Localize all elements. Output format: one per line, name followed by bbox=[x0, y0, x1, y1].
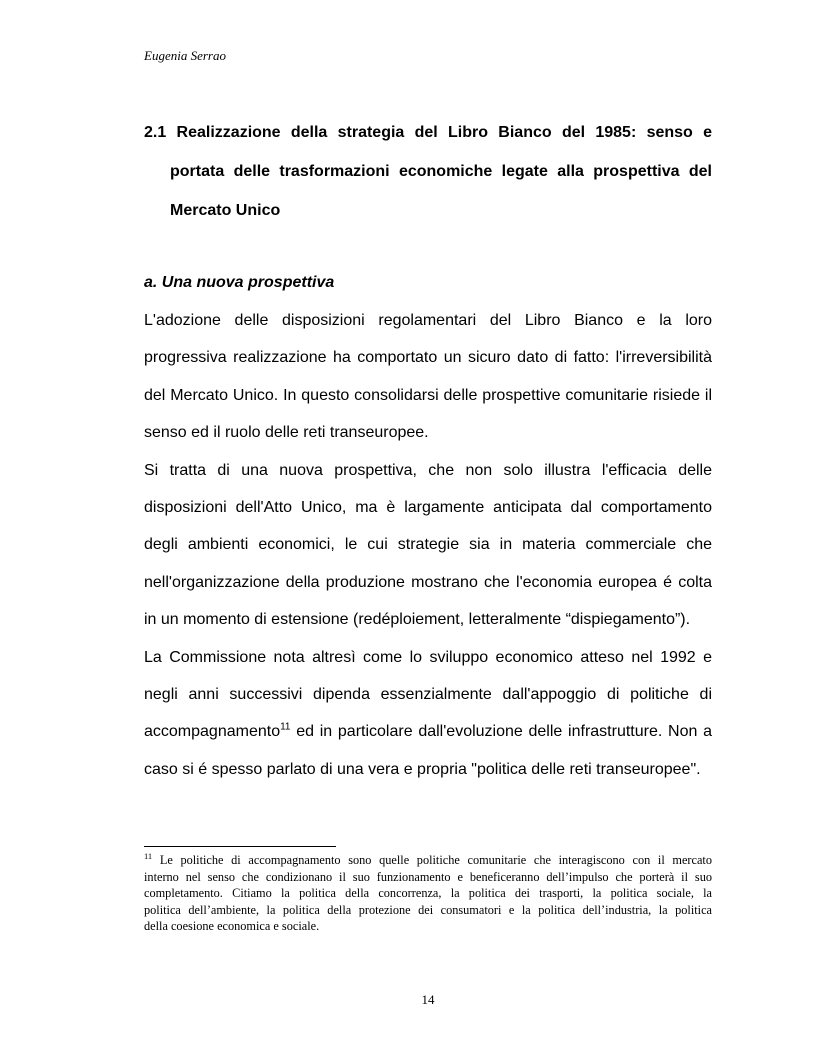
body-line: caso si é spesso parlato di una vera e propria "politica delle reti transeuropee". bbox=[144, 760, 701, 778]
footnote-line: della coesione economica e sociale. bbox=[144, 919, 320, 934]
footnote-line bbox=[144, 852, 712, 869]
section-title-line-1: Realizzazione della strategia del Libro Bianco del 1985: senso e bbox=[176, 124, 712, 141]
running-header-author: Eugenia Serrao bbox=[144, 48, 226, 63]
body-line-part: ed in particolare dall'evoluzione delle infrastrutture. Non a bbox=[290, 723, 712, 741]
page-number: 14 bbox=[421, 992, 435, 1007]
section-heading bbox=[144, 122, 712, 239]
footnote-line: politica dell’ambiente, la politica della protezione dei consumatori e la politica dell’industria, la politica bbox=[144, 902, 712, 917]
footnote-separator bbox=[144, 846, 336, 847]
body-line: Si tratta di una nuova prospettiva, che non solo illustra l'efficacia delle bbox=[144, 461, 712, 479]
section-heading-line-1 bbox=[144, 122, 712, 161]
body-line: progressiva realizzazione ha comportato un sicuro dato di fatto: l'irreversibilità bbox=[144, 349, 712, 367]
body-line-part: accompagnamento bbox=[144, 723, 281, 741]
body-line: La Commissione nota altresì come lo sviluppo economico atteso nel 1992 e bbox=[144, 648, 712, 666]
footnote-reference[interactable]: 11 bbox=[280, 721, 291, 733]
body-line: del Mercato Unico. In questo consolidarsi delle prospettive comunitarie risiede il bbox=[144, 386, 712, 404]
section-title-line-2: portata delle trasformazioni economiche legate alla prospettiva del bbox=[170, 163, 712, 180]
section-title-line-3: Mercato Unico bbox=[170, 202, 281, 219]
body-line: negli anni successivi dipenda essenzialmente dall'appoggio di politiche di bbox=[144, 685, 712, 703]
body-line: nell'organizzazione della produzione mostrano che l'economia europea é colta bbox=[144, 573, 712, 591]
footnote-line: interno nel senso che condizionano il suo funzionamento e beneficeranno dell’impulso che porterà il suo bbox=[144, 869, 712, 884]
body-text bbox=[144, 310, 712, 796]
footnote bbox=[144, 852, 712, 935]
body-line: L'adozione delle disposizioni regolamentari del Libro Bianco e la loro bbox=[144, 312, 712, 329]
section-number: 2.1 bbox=[144, 124, 167, 141]
body-line: senso ed il ruolo delle reti transeuropee. bbox=[144, 424, 429, 442]
body-line: disposizioni dell'Atto Unico, ma è largamente anticipata dal comportamento bbox=[144, 498, 712, 516]
body-line-with-footnote-ref bbox=[144, 721, 712, 758]
footnote-number: 11 bbox=[144, 850, 153, 861]
body-line: in un momento di estensione (redéploiement, letteralmente “dispiegamento”). bbox=[144, 611, 691, 629]
footnote-line: completamento. Citiamo la politica della concorrenza, la politica dei trasporti, la politica sociale, la bbox=[144, 886, 712, 901]
subsection-heading: a. Una nuova prospettiva bbox=[144, 274, 335, 291]
footnote-first-line: Le politiche di accompagnamento sono quelle politiche comunitarie che interagiscono con il mercato bbox=[152, 853, 712, 867]
body-line: degli ambienti economici, le cui strategie sia in materia commerciale che bbox=[144, 536, 712, 554]
